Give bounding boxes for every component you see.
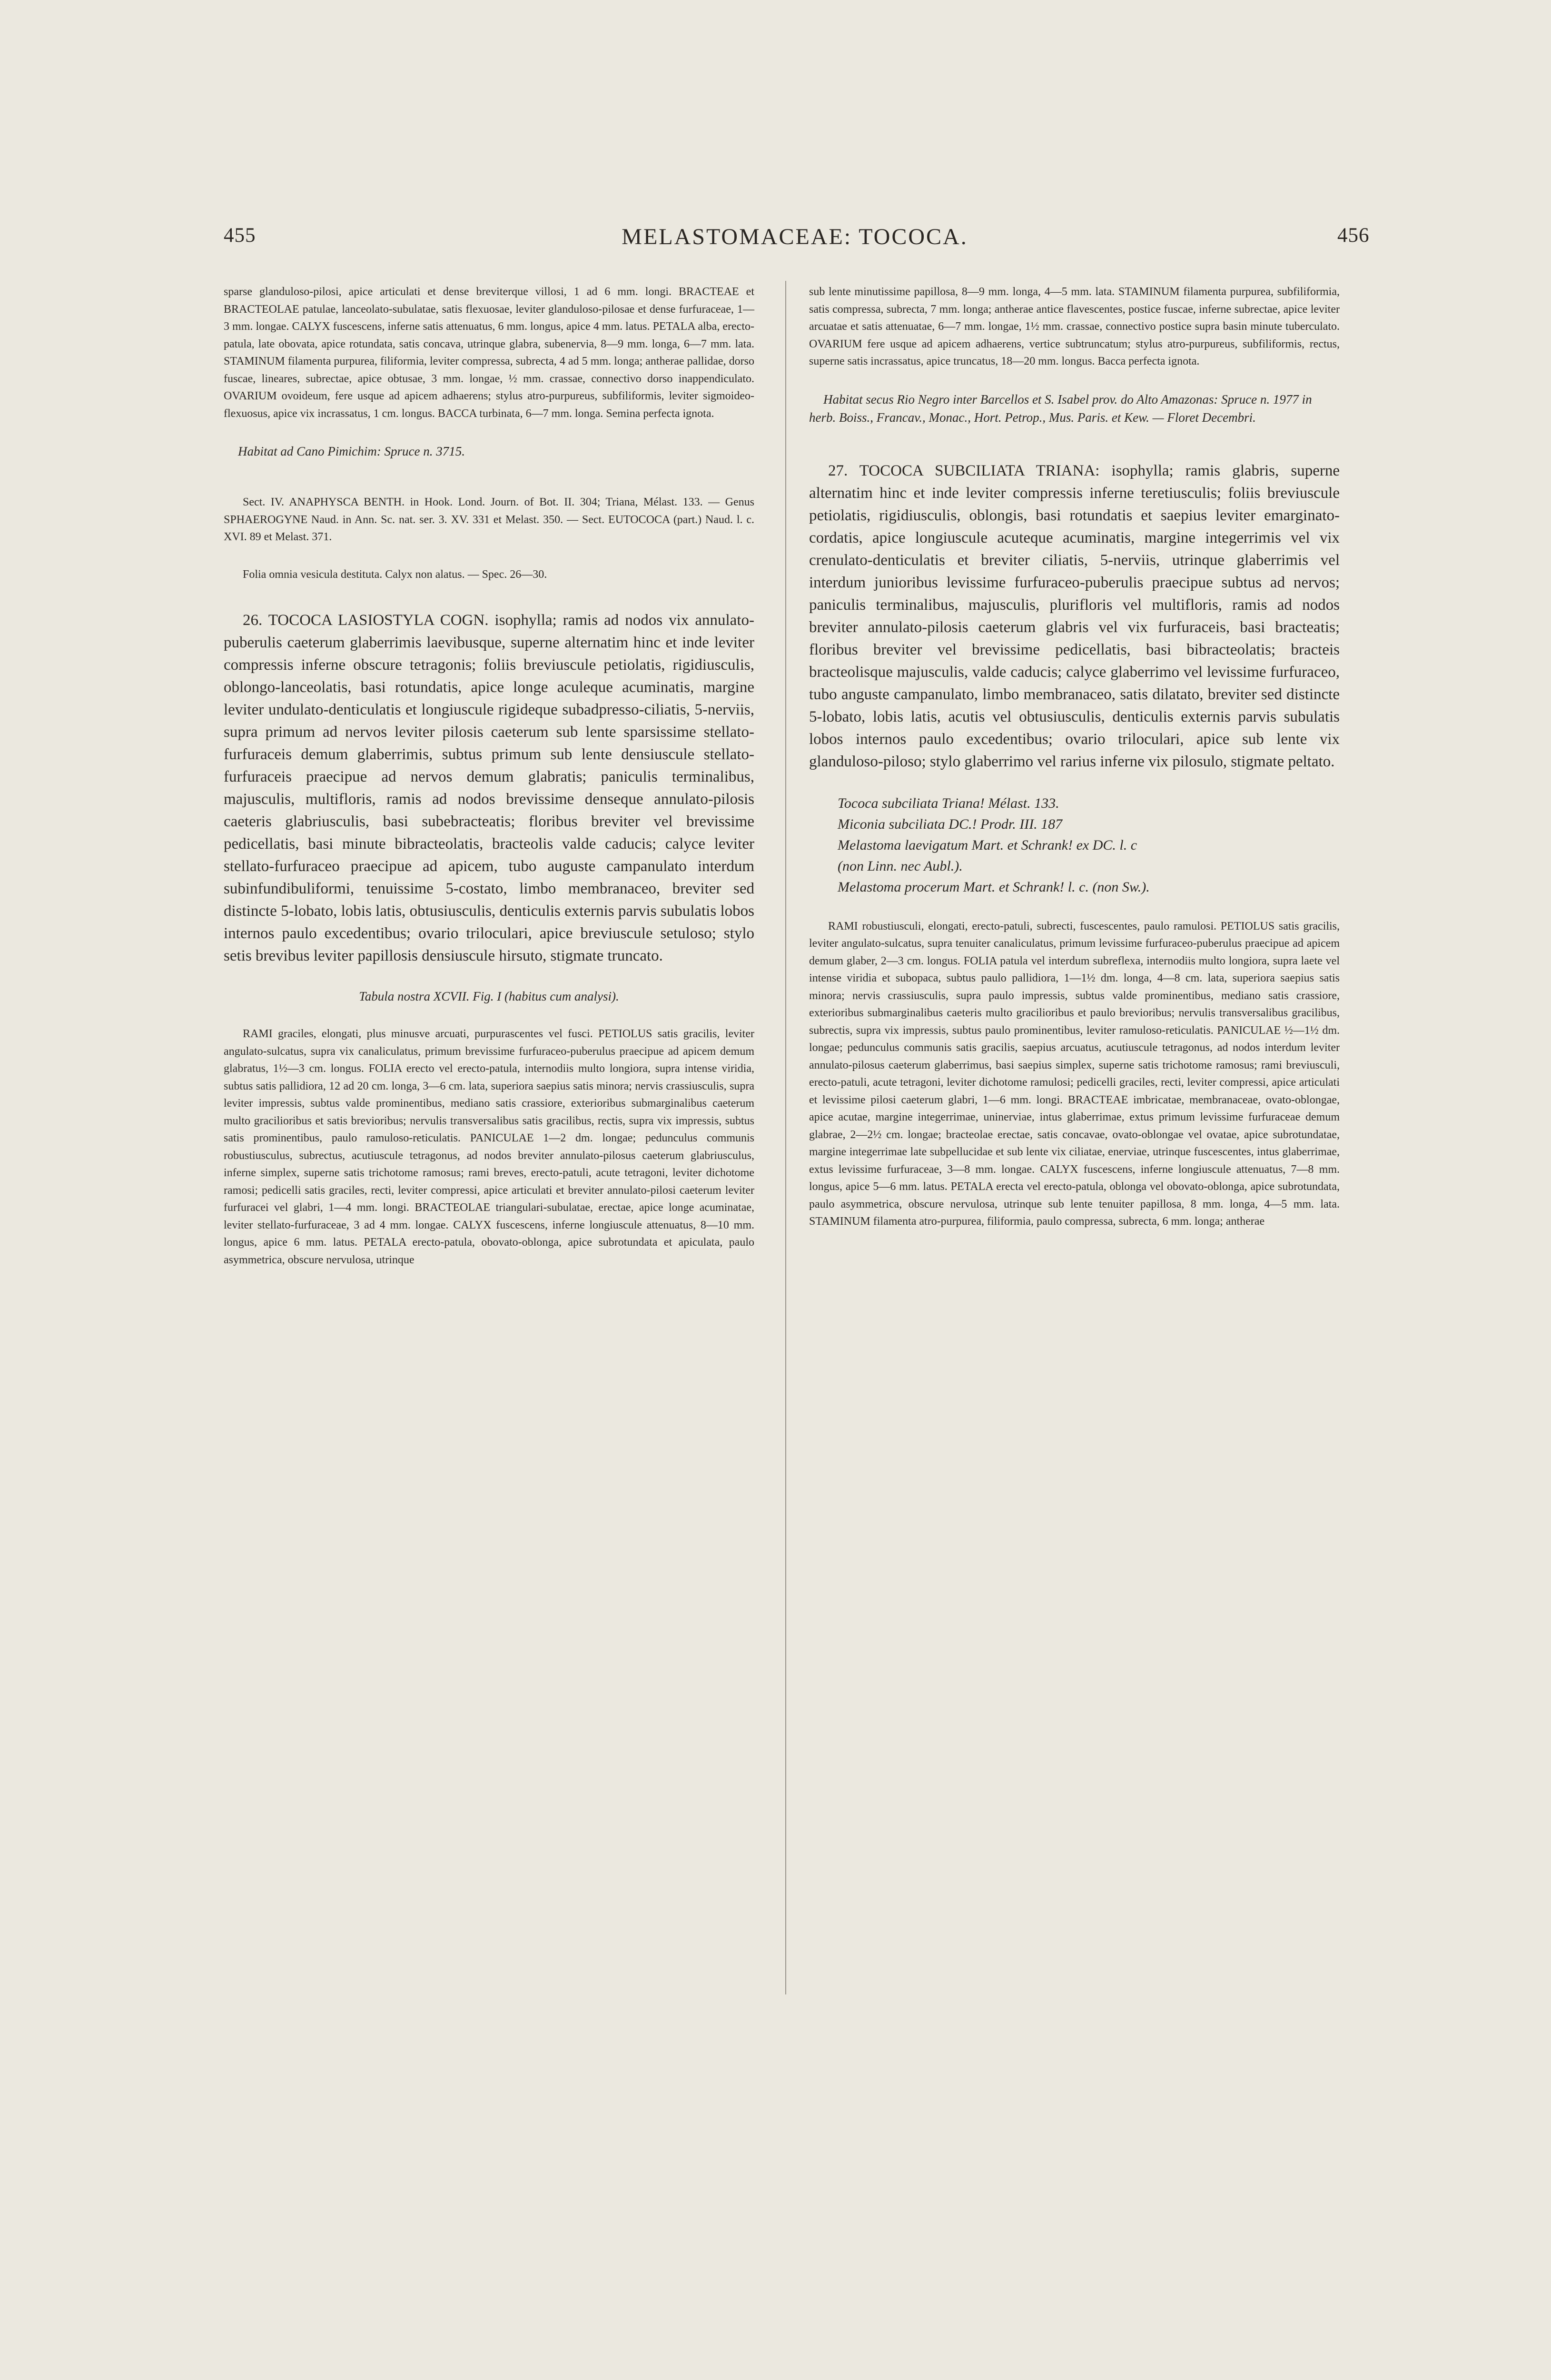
synonym: (non Linn. nec Aubl.).: [838, 858, 963, 874]
species-26-diagnosis: 26. TOCOCA LASIOSTYLA COGN. isophylla; ramis ad nodos vix annulato-puberulis caeterum glaberrimis laevibusque, superne alternatim hinc et inde leviter compressis inferne obscure tetragonis; foliis breviuscule petiolatis, rigidiusculis, oblongo-lanceolatis, basi rotundatis, apice longe aculeque acuminatis, margine leviter undulato-denticulatis et longiuscule rigideque subadpresso-ciliatis, 5-nerviis, supra primum ad nervos leviter pilosis caeterum sub lente sparsissime stellato-furfuraceis demum glaberrimis, subtus primum sub lente densiuscule stellato-furfuraceis praecipue ad nervos demum glabratis; paniculis terminalibus, majusculis, multifloris, ramis ad nodos brevissime denseque annulato-pilosis caeteris glabriusculis, basi subebracteatis; floribus breviter vel brevissime pedicellatis, basi minute bibracteolatis, bracteolis valde caducis; calyce leviter stellato-furfuraceo praecipue ad apicem, tubo auguste campanulato interdum subinfundibuliformi, tenuissime 5-costato, limbo membranaceo, breviter sed distincte 5-lobato, lobis latis, obtusiusculis, denticulis externis parvis subulatis lobos internos paulo excedentibus; ovario triloculari, apice breviuscule setuloso; stylo setis brevibus leviter papillosis densiuscule hirsuto, stigmate truncato.: [224, 612, 754, 964]
habitat-note: Habitat ad Cano Pimichim: Spruce n. 3715.: [238, 444, 465, 458]
description-paragraph: RAMI graciles, elongati, plus minusve arcuati, purpurascentes vel fusci. PETIOLUS satis gracilis, leviter angulato-sulcatus, supra vix canaliculatus, primum brevissime furfuraceo-puberulus praecipue ad apicem demum glabratus, 1½—3 cm. longus. FOLIA erecto vel erecto-patula, internodiis multo longiora, supra intense viridia, subtus satis pallidiora, 12 ad 20 cm. longa, 3—6 cm. lata, superiora saepius satis minora; nervis crassiusculis, supra leviter impressis, subtus valde prominentibus, mediano satis crassiore, exterioribus submarginalibus caeterum multo gracilioribus et satis brevioribus; nervulis transversalibus satis gracilibus, rectis, supra vix impressis, subtus satis prominentibus, paulo ramuloso-reticulatis. PANICULAE 1—2 dm. longae; pedunculus communis robustiusculus, subrectus, acutiuscule tetragonus, ad nodos breviter annulato-pilosus caeterum glabriusculus, inferne simplex, superne satis trichotome ramosus; rami breves, erecto-patuli, acute tetragoni, leviter dichotome ramosi; pedicelli satis graciles, recti, leviter compressi, apice articulati et breviter annulato-pilosi caeterum leviter furfuracei vel glabri, 1—4 mm. longi. BRACTEOLAE triangulari-subulatae, erectae, apice longe acuminatae, leviter stellato-furfuraceae, 3 ad 4 mm. longae. CALYX fuscescens, inferne longiuscule attenuatus, 8—10 mm. longus, apice 6 mm. latus. PETALA erecto-patula, obovato-oblonga, apice subrotundata et apiculata, paulo asymmetrica, obscure nervulosa, utrinque: [224, 1028, 754, 1266]
right-column: [809, 283, 1340, 1230]
left-column: [224, 283, 754, 1269]
species-27-diagnosis: 27. TOCOCA SUBCILIATA TRIANA: isophylla; ramis glabris, superne alternatim hinc et inde leviter compressis inferne teretiusculis; foliis breviuscule petiolatis, rigidiusculis, oblongis, basi rotundatis et saepius leviter emarginato-cordatis, apice longiuscule acuteque acuminatis, margine integerrimis vel vix crenulato-denticulatis et breviter ciliatis, 5-nerviis, utrinque glaberrimis vel interdum junioribus levissime furfuraceo-puberulis praecipue subtus ad nervos; paniculis terminalibus, majusculis, plurifloris vel multifloris, ramis ad nodos breviter annulato-pilosis caeterum glabris vel vix furfuraceis, basi bracteatis; floribus breviter vel brevissime pedicellatis, basi bibracteolatis; bracteis bracteolisque majusculis, valde caducis; calyce glaberrimo vel levissime furfuraceo, tubo anguste campanulato, limbo membranaceo, satis dilatato, breviter sed distincte 5-lobato, lobis latis, acutis vel obtusiusculis, denticulis externis parvis subulatis lobos internos paulo excedentibus; ovario triloculari, apice sub lente vix glanduloso-piloso; stylo glaberrimo vel rarius inferne vix pilosulo, stigmate peltato.: [809, 462, 1340, 770]
section-note: Folia omnia vesicula destituta. Calyx non alatus. — Spec. 26—30.: [243, 568, 547, 581]
description-paragraph: sub lente minutissime papillosa, 8—9 mm. longa, 4—5 mm. lata. STAMINUM filamenta purpurea, subfiliformia, satis compressa, subrecta, 7 mm. longa; antherae antice flavescentes, postice fuscae, inferne subrectae, apice leviter arcuatae et satis attenuatae, 6—7 mm. longae, 1½ mm. crassae, connectivo postice supra basin minute tuberculato. OVARIUM fere usque ad apicem adhaerens, vertice subtruncatum; stylus atro-purpureus, subfiliformis, rectus, superne satis incrassatus, apice truncatus, 18—20 mm. longus. Bacca perfecta ignota.: [809, 286, 1340, 367]
synonym: Tococa subciliata Triana! Mélast. 133.: [838, 795, 1059, 811]
synonym: Melastoma procerum Mart. et Schrank! l. c. (non Sw.).: [838, 879, 1150, 895]
running-title: MELASTOMACEAE: TOCOCA.: [622, 224, 968, 249]
description-paragraph: RAMI robustiusculi, elongati, erecto-patuli, subrecti, fuscescentes, paulo ramulosi. PETIOLUS satis gracilis, leviter angulato-sulcatus, supra tenuiter canaliculatus, primum levissime furfuraceo-puberulus praecipue ad apicem demum glaber, 2—3 cm. longus. FOLIA patula vel interdum subreflexa, internodiis multo longiora, supra laete vel intense viridia et subopaca, subtus paulo pallidiora, 1—1½ dm. longa, 4—8 cm. lata, superiora saepius satis minora; nervis crassiusculis, supra paulo impressis, subtus valde prominentibus, mediano satis crassiore, exterioribus submarginalibus caeteris multo gracilioribus et paulo brevioribus; nervulis transversalibus gracilibus, subrectis, supra vix impressis, subtus paulo prominentibus, leviter ramuloso-reticulatis. PANICULAE ½—1½ dm. longae; pedunculus communis satis gracilis, saepius arcuatus, acutiuscule tetragonus, ad nodos interdum leviter annulato-pilosus caeterum glaberrimus, basi saepius simplex, superne satis trichotome ramosus; rami breviusculi, erecto-patuli, acute tetragoni, leviter dichotome ramulosi; pedicelli graciles, recti, leviter compressi, apice articulati et levissime pilosi caeterum glabri, 1—6 mm. longi. BRACTEAE imbricatae, membranaceae, ovato-oblongae, apice acutae, margine integerrimae, uninerviae, intus glaberrimae, extus primum levissime furfuraceae demum glabrae, 2—2½ cm. longae; bracteolae erectae, satis concavae, ovato-oblongae vel ovatae, apice subrotundatae, margine integerrimae late subpellucidae et sub lente vix ciliatae, enerviae, utrinque fuscescentes, intus glaberrimae, extus levissime furfuraceae, 3—8 mm. longae. CALYX fuscescens, inferne longiuscule attenuatus, 7—8 mm. longus, apice 5—6 mm. latus. PETALA erecta vel erecto-patula, oblonga vel obovato-oblonga, apice subrotundata, paulo asymmetrica, obscure nervulosa, utrinque sub lente tenuiter papillosa, 8 mm. longa, 4—5 mm. lata. STAMINUM filamenta atro-purpurea, filiformia, paulo compressa, subrecta, 6 mm. longa; antherae: [809, 920, 1340, 1228]
synonym: Melastoma laevigatum Mart. et Schrank! ex DC. l. c: [838, 837, 1137, 853]
synonym: Miconia subciliata DC.! Prodr. III. 187: [838, 816, 1063, 832]
habitat-note: Habitat secus Rio Negro inter Barcellos et S. Isabel prov. do Alto Amazonas: Spruce n. 1977 in herb. Boiss., Francav., Monac., Hort. Petrop., Mus. Paris. et Kew. — Floret Decembri.: [809, 392, 1312, 425]
plate-reference: Tabula nostra XCVII. Fig. I (habitus cum analysi).: [359, 989, 619, 1003]
description-paragraph: sparse glanduloso-pilosi, apice articulati et dense breviterque villosi, 1 ad 6 mm. longi. BRACTEAE et BRACTEOLAE patulae, lanceolato-subulatae, satis flexuosae, leviter glanduloso-pilosae et dense furfuraceae, 1—3 mm. longae. CALYX fuscescens, inferne satis attenuatus, 6 mm. longus, apice 4 mm. latus. PETALA alba, erecto-patula, late obovata, apice rotundata, satis concava, utrinque glabra, subenervia, 8—9 mm. longa, 6—7 mm. lata. STAMINUM filamenta purpurea, filiformia, leviter compressa, subrecta, 4 ad 5 mm. longa; antherae pallidae, dorso fuscae, lineares, subrectae, apice obtusae, 3 mm. longae, ½ mm. crassae, connectivo dorso inappendiculato. OVARIUM ovoideum, fere usque ad apicem adhaerens; stylus atro-purpureus, subfiliformis, leviter sigmoideo-flexuosus, apice vix incrassatus, 1 cm. longus. BACCA turbinata, 6—7 mm. longa. Semina perfecta ignota.: [224, 286, 754, 420]
page-header: [0, 224, 1551, 257]
left-page-number: 455: [224, 224, 256, 247]
synonymy-list: [809, 793, 1340, 898]
section-heading: Sect. IV. ANAPHYSCA BENTH. in Hook. Lond. Journ. of Bot. II. 304; Triana, Mélast. 133. — Genus SPHAEROGYNE Naud. in Ann. Sc. nat. ser. 3. XV. 331 et Melast. 350. — Sect. EUTOCOCA (part.) Naud. l. c. XVI. 89 et Melast. 371.: [224, 496, 754, 543]
column-divider: [785, 281, 786, 1994]
right-page-number: 456: [1337, 224, 1370, 247]
